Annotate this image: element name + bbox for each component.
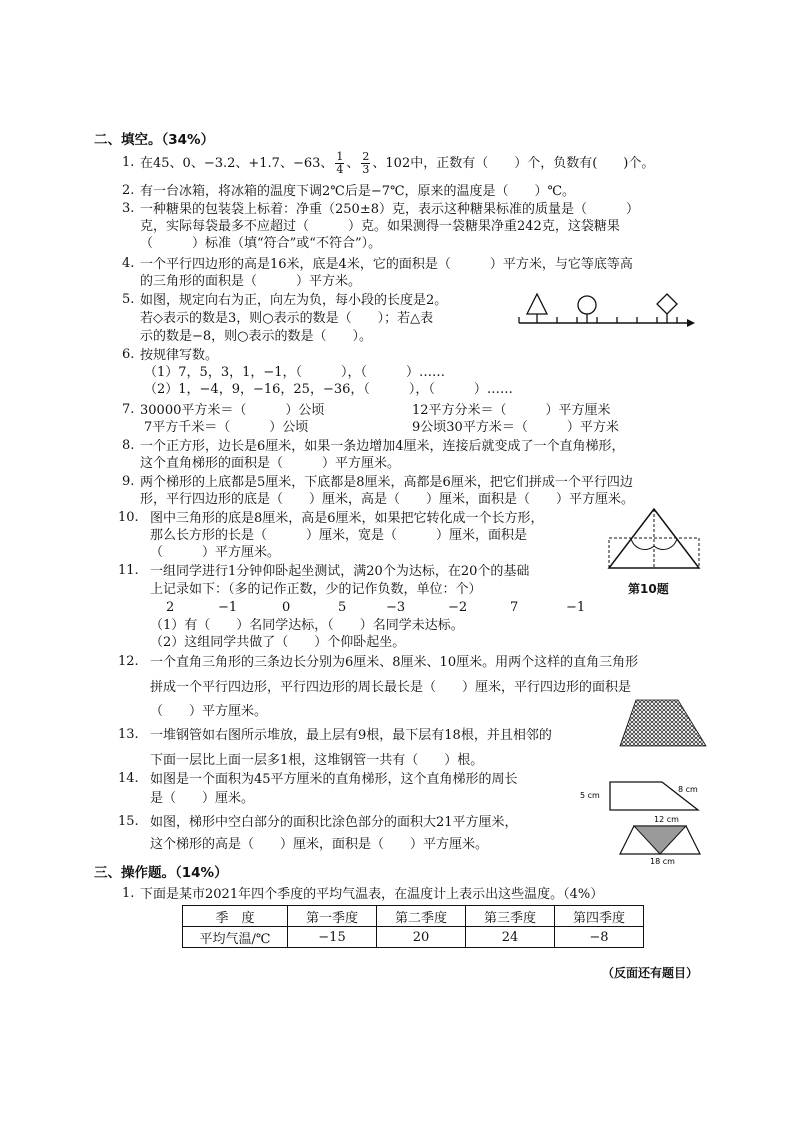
table-cell: 24 <box>466 927 555 948</box>
q1-number: 1. <box>122 155 135 170</box>
arrow-right-icon <box>687 319 695 327</box>
number-line-ticks <box>519 317 677 323</box>
record-value: 2 <box>166 600 175 615</box>
q15-label-top: 12 cm <box>654 815 679 824</box>
q6-line-1: 按规律写数。 <box>140 348 219 363</box>
table-header-cell: 第一季度 <box>288 906 377 927</box>
q1-fraction-1: $\frac{1}{4}$ <box>336 150 344 176</box>
table-cell: −15 <box>288 927 377 948</box>
q13-line-2: 下面一层比上面一层多1根，这堆钢管一共有（ ）根。 <box>150 753 484 768</box>
q9-number: 9. <box>122 474 135 489</box>
q5-number-line-figure <box>515 292 695 332</box>
section-3-title: 三、操作题。（14%） <box>94 865 228 881</box>
shaded-triangle <box>634 826 686 854</box>
q11-line-2: 上记录如下：（多的记作正数，少的记作负数，单位：个） <box>150 582 482 597</box>
q8-number: 8. <box>122 438 135 453</box>
temperature-table <box>182 905 644 948</box>
q14-label-right: 8 cm <box>678 785 698 794</box>
q5-line-3: 示的数是−8，则○表示的数是（ ）。 <box>140 329 373 344</box>
q10-line-3: （ ）平方厘米。 <box>150 545 281 560</box>
record-value: 7 <box>510 600 519 615</box>
q1-text <box>140 151 654 177</box>
q14-number: 14. <box>118 771 139 786</box>
s3-q1-number: 1. <box>122 886 135 901</box>
q1-fraction-2: $\frac{2}{3}$ <box>362 150 370 176</box>
q7-c: 7平方千米＝（ ）公顷 <box>144 420 309 435</box>
q5-number: 5. <box>122 292 135 307</box>
record-value: −1 <box>566 600 586 615</box>
table-cell: 平均气温/℃ <box>183 927 288 948</box>
q5-line-2: 若◇表示的数是3，则○表示的数是（ ）；若△表 <box>140 311 434 326</box>
q12-line-3: （ ）平方厘米。 <box>150 704 268 719</box>
triangle-marker-icon <box>527 294 547 314</box>
q4-line-2: 的三角形的面积是（ ）平方米。 <box>140 274 362 289</box>
q1-post: 、102中，正数有（ ）个，负数有( )个。 <box>372 156 655 171</box>
q9-line-1: 两个梯形的上底都是5厘米，下底都是8厘米，高都是6厘米，把它们拼成一个平行四边 <box>140 475 633 490</box>
q12-line-2: 拼成一个平行四边形，平行四边形的周长最长是（ ）厘米，平行四边形的面积是 <box>150 680 632 695</box>
table-header-cell: 季 度 <box>183 906 288 927</box>
q4-number: 4. <box>122 256 135 271</box>
table-header-row <box>183 906 644 927</box>
q3-number: 3. <box>122 201 135 216</box>
table-cell: −8 <box>555 927 644 948</box>
q3-line-1: 一种糖果的包装袋上标着：净重（250±8）克，表示这种糖果标准的质量是（ ） <box>140 202 639 217</box>
q13-number: 13. <box>118 727 139 742</box>
table-row <box>183 927 644 948</box>
footer-note: （反面还有题目） <box>601 966 698 980</box>
q14-label-left: 5 cm <box>580 791 600 800</box>
q7-number: 7. <box>122 402 135 417</box>
table-header-cell: 第二季度 <box>377 906 466 927</box>
q10-triangle-figure <box>604 506 704 576</box>
q10-number: 10. <box>118 510 139 525</box>
q8-line-2: 这个直角梯形的面积是（ ）平方厘米。 <box>140 456 401 471</box>
q14-trapezoid-figure <box>580 778 710 818</box>
q14-line-2: 是（ ）厘米。 <box>150 791 255 806</box>
q12-line-1: 一个直角三角形的三条边长分别为6厘米、8厘米、10厘米。用两个这样的直角三角形 <box>150 655 639 670</box>
q7-a: 30000平方米＝（ ）公顷 <box>140 403 325 418</box>
q10-caption: 第10题 <box>628 582 669 596</box>
record-value: 0 <box>282 600 291 615</box>
q6-line-2: （1）7，5，3，1，−1，（ ），（ ）…… <box>144 365 446 380</box>
diamond-marker-icon <box>657 294 677 314</box>
q11-line-5: （2）这组同学共做了（ ）个仰卧起坐。 <box>150 635 406 650</box>
q2-text: 有一台冰箱，将冰箱的温度下调2℃后是−7℃，原来的温度是（ ）℃。 <box>140 184 576 199</box>
q15-number: 15. <box>118 814 139 829</box>
table-cell: 20 <box>377 927 466 948</box>
q12-number: 12. <box>118 654 139 669</box>
q9-line-2: 形，平行四边形的底是（ ）厘米，高是（ ）厘米，面积是（ ）平方厘米。 <box>140 492 635 507</box>
record-value: −3 <box>386 600 406 615</box>
q15-line-1: 如图，梯形中空白部分的面积比涂色部分的面积大21平方厘米， <box>150 815 518 830</box>
s3-q1-text: 下面是某市2021年四个季度的平均气温表，在温度计上表示出这些温度。（4%） <box>140 887 604 902</box>
q10-line-2: 那么长方形的长是（ ）厘米，宽是（ ）厘米，面积是 <box>150 528 528 543</box>
q1-pre: 在45、0、−3.2、+1.7、−63、 <box>140 156 334 171</box>
q13-line-1: 一堆钢管如右图所示堆放，最上层有9根，最下层有18根，并且相邻的 <box>150 728 552 743</box>
q2-number: 2. <box>122 183 135 198</box>
q14-line-1: 如图是一个面积为45平方厘米的直角梯形，这个直角梯形的周长 <box>150 772 518 787</box>
q7-b: 12平方分米＝（ ）平方厘米 <box>412 403 611 418</box>
q4-line-1: 一个平行四边形的高是16米，底是4米，它的面积是（ ）平方米，与它等底等高 <box>140 257 633 272</box>
table-header-cell: 第四季度 <box>555 906 644 927</box>
q10-line-1: 图中三角形的底是8厘米，高是6厘米，如果把它转化成一个长方形， <box>150 511 544 526</box>
table-header-cell: 第三季度 <box>466 906 555 927</box>
q13-pipe-stack-figure <box>618 698 708 750</box>
pipe-stack-shape <box>620 700 706 746</box>
q11-line-4: （1）有（ ）名同学达标，（ ）名同学未达标。 <box>150 618 464 633</box>
q7-d: 9公顷30平方米＝（ ）平方米 <box>412 420 619 435</box>
rotate-arc-left <box>631 538 654 549</box>
rectangle-dashed <box>609 538 699 568</box>
q1-mid: 、 <box>346 156 360 171</box>
rotate-arc-right <box>654 538 677 549</box>
q5-line-1: 如图，规定向右为正，向左为负，每小段的长度是2。 <box>140 293 448 308</box>
q6-line-3: （2）1，−4，9，−16，25，−36，（ ），（ ）…… <box>144 382 513 397</box>
q11-line-1: 一组同学进行1分钟仰卧起坐测试，满20个为达标，在20个的基础 <box>150 564 530 579</box>
section-2-title: 二、填空。（34%） <box>94 132 215 148</box>
q15-trapezoid-figure <box>614 814 704 866</box>
q3-line-3: （ ）标准（填“符合”或“不符合”）。 <box>140 236 382 251</box>
q8-line-1: 一个正方形，边长是6厘米，如果一条边增加4厘米，连接后就变成了一个直角梯形， <box>140 439 625 454</box>
q11-number: 11. <box>118 563 139 578</box>
q15-label-bottom: 18 cm <box>650 857 675 866</box>
q15-line-2: 这个梯形的高是（ ）厘米，面积是（ ）平方厘米。 <box>150 837 489 852</box>
record-value: −2 <box>448 600 468 615</box>
circle-marker-icon <box>578 296 596 314</box>
record-value: 5 <box>338 600 347 615</box>
q6-number: 6. <box>122 347 135 362</box>
q3-line-2: 克，实际每袋最多不应超过（ ）克。如果测得一袋糖果净重242克，这袋糖果 <box>140 219 620 234</box>
record-value: −1 <box>218 600 238 615</box>
